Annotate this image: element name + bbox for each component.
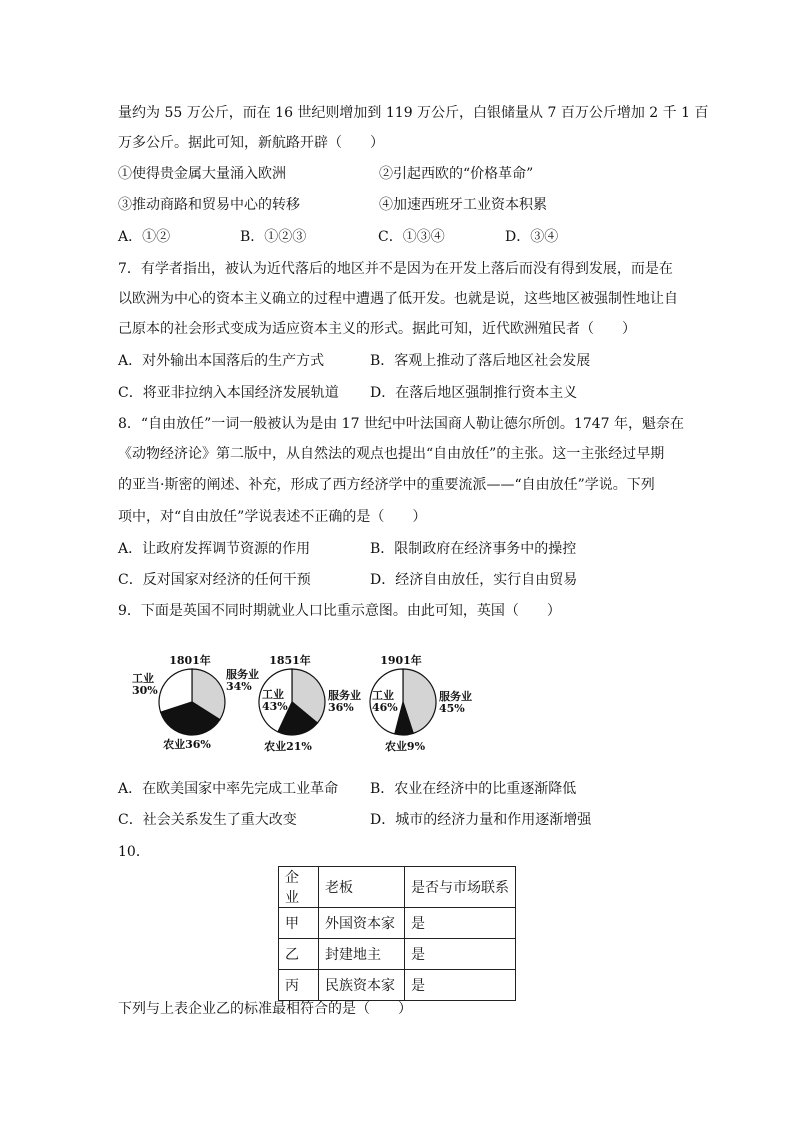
q8-text-line-4: 项中，对“自由放任”学说表述不正确的是（ ） bbox=[118, 509, 427, 525]
q6-item-3: ③推动商路和贸易中心的转移 bbox=[118, 197, 300, 213]
q9-option-b: B．农业在经济中的比重逐渐降低 bbox=[370, 781, 577, 797]
q8-text-line-1: 8．“自由放任”一词一般被认为是由 17 世纪中叶法国商人勒让德尔所创。1747 年，魁奈在 bbox=[118, 416, 685, 432]
q9-text: 9．下面是英国不同时期就业人口比重示意图。由此可知，英国（ ） bbox=[118, 603, 561, 619]
table-cell: 甲 bbox=[279, 908, 319, 939]
q9-option-d: D．城市的经济力量和作用逐渐增强 bbox=[370, 812, 592, 828]
pie-slice-label: 农业36% bbox=[163, 738, 211, 751]
pie-charts-svg bbox=[130, 640, 490, 760]
pie-year-label: 1901年 bbox=[380, 654, 422, 667]
q8-text-line-2: 《动物经济论》第二版中，从自然法的观点也提出“自由放任”的主张。这一主张经过早期 bbox=[118, 446, 665, 462]
pie-slice-label: 农业21% bbox=[264, 740, 312, 753]
q6-text-line-1: 量约为 55 万公斤，而在 16 世纪则增加到 119 万公斤，白银储量从 7 百万公斤增加 2 千 1 百 bbox=[118, 105, 709, 121]
q7-option-a: A．对外输出本国落后的生产方式 bbox=[118, 353, 325, 369]
pie-year-label: 1851年 bbox=[269, 654, 311, 667]
table-cell: 民族资本家 bbox=[319, 970, 405, 1001]
pie-slice-value: 45% bbox=[439, 702, 465, 715]
q6-option-d: D．③④ bbox=[505, 229, 559, 245]
table-header-row bbox=[279, 867, 516, 908]
q7-option-d: D．在落后地区强制推行资本主义 bbox=[370, 385, 578, 401]
q8-option-c: C．反对国家对经济的任何干预 bbox=[118, 572, 311, 588]
q7-option-b: B．客观上推动了落后地区社会发展 bbox=[370, 353, 591, 369]
q10-question: 下列与上表企业乙的标准最相符合的是（ ） bbox=[118, 1001, 412, 1017]
q10-number: 10． bbox=[118, 844, 150, 860]
q6-item-2: ②引起西欧的“价格革命” bbox=[379, 166, 534, 182]
pie-slice-label: 服务业 bbox=[328, 689, 361, 702]
q8-option-d: D．经济自由放任，实行自由贸易 bbox=[370, 572, 578, 588]
q6-option-b: B．①②③ bbox=[240, 229, 307, 245]
employment-pie-charts bbox=[130, 640, 490, 760]
table-header-cell: 企业 bbox=[279, 867, 319, 908]
pie-slice-label: 工业 bbox=[262, 688, 284, 701]
table-row bbox=[279, 939, 516, 970]
table-cell: 是 bbox=[405, 908, 516, 939]
table-cell: 外国资本家 bbox=[319, 908, 405, 939]
pie-slice-label: 工业 bbox=[372, 689, 394, 702]
pie-slice-label: 服务业 bbox=[439, 690, 472, 703]
q7-text-line-1: 7．有学者指出，被认为近代落后的地区并不是因为在开发上落后而没有得到发展，而是在 bbox=[118, 261, 673, 277]
q10-table bbox=[278, 866, 516, 1001]
pie-slice-value: 36% bbox=[328, 701, 354, 714]
table-cell: 是 bbox=[405, 970, 516, 1001]
pie-slice-value: 46% bbox=[372, 701, 398, 714]
table-row bbox=[279, 908, 516, 939]
table-header-cell: 是否与市场联系 bbox=[405, 867, 516, 908]
table-cell: 乙 bbox=[279, 939, 319, 970]
pie-slice-label: 农业9% bbox=[384, 740, 426, 753]
q7-text-line-2: 以欧洲为中心的资本主义确立的过程中遭遇了低开发。也就是说，这些地区被强制性地让自 bbox=[118, 291, 678, 307]
table-cell: 封建地主 bbox=[319, 939, 405, 970]
pie-year-label: 1801年 bbox=[169, 654, 211, 667]
q7-option-c: C．将亚非拉纳入本国经济发展轨道 bbox=[118, 385, 339, 401]
q9-option-a: A．在欧美国家中率先完成工业革命 bbox=[118, 781, 339, 797]
pie-slice-label: 服务业 bbox=[226, 668, 259, 681]
pie-slice-label: 工业 bbox=[132, 672, 154, 685]
table-cell: 丙 bbox=[279, 970, 319, 1001]
table-header-cell: 老板 bbox=[319, 867, 405, 908]
pie-slice-value: 43% bbox=[262, 700, 288, 713]
q8-option-b: B．限制政府在经济事务中的操控 bbox=[370, 541, 577, 557]
pie-slice-value: 30% bbox=[132, 684, 158, 697]
q8-text-line-3: 的亚当·斯密的阐述、补充，形成了西方经济学中的重要流派——“自由放任”学说。下列 bbox=[118, 477, 655, 493]
q9-option-c: C．社会关系发生了重大改变 bbox=[118, 812, 297, 828]
q6-text-line-2: 万多公斤。据此可知，新航路开辟（ ） bbox=[118, 135, 384, 151]
table-row bbox=[279, 970, 516, 1001]
q6-option-c: C．①③④ bbox=[378, 229, 445, 245]
pie-slice-value: 34% bbox=[226, 680, 252, 693]
q6-item-1: ①使得贵金属大量涌入欧洲 bbox=[118, 166, 286, 182]
table-cell: 是 bbox=[405, 939, 516, 970]
q8-option-a: A．让政府发挥调节资源的作用 bbox=[118, 541, 311, 557]
q6-option-a: A．①② bbox=[118, 229, 171, 245]
q6-item-4: ④加速西班牙工业资本积累 bbox=[379, 197, 547, 213]
q7-text-line-3: 己原本的社会形式变成为适应资本主义的形式。据此可知，近代欧洲殖民者（ ） bbox=[118, 321, 636, 337]
